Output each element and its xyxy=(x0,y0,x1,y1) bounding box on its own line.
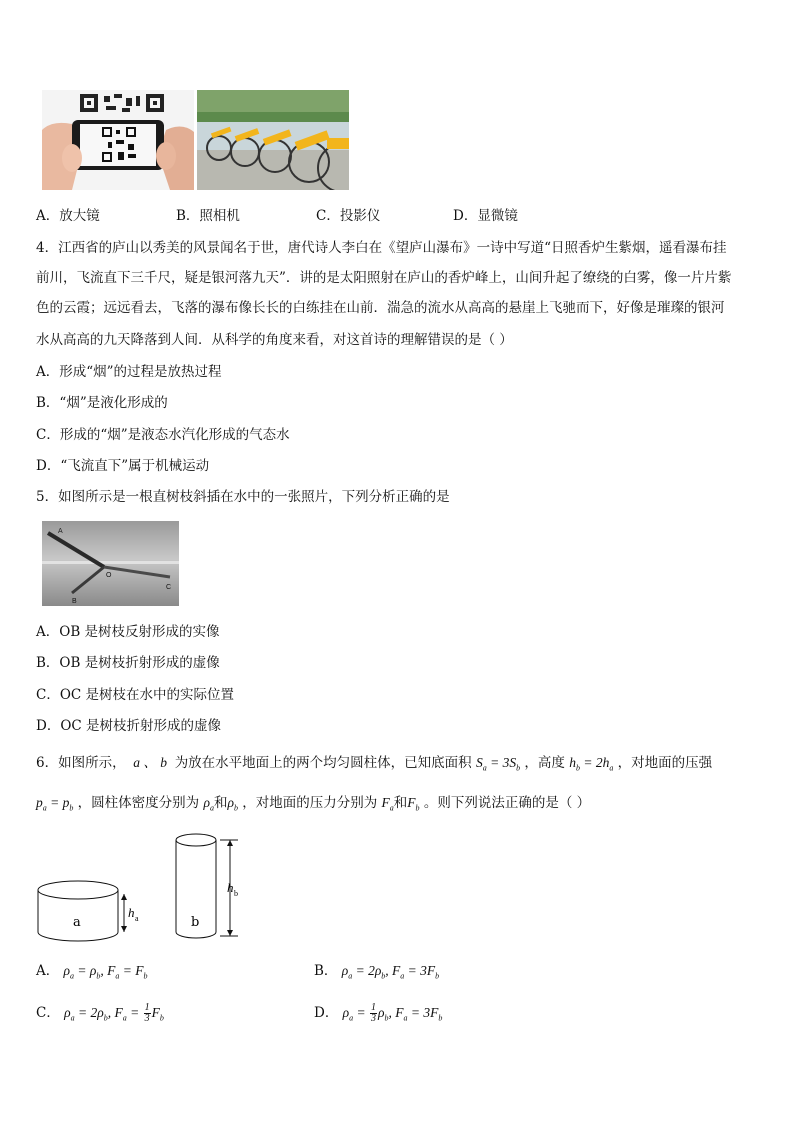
pressure-relation: $p_a = p_b$ xyxy=(36,795,74,813)
q4-stem-line-3: 色的云霞；远远看去，飞落的瀑布像长长的白练挂在山前．湍急的流水从高高的悬崖上飞驰而下，好像是璀璨的银河 xyxy=(36,300,725,316)
q4-stem-line-2: 前川，飞流直下三千尺，疑是银河落九天”．讲的是太阳照射在庐山的香炉峰上，山间升起了缭绕的白雾，像一片片紫 xyxy=(36,270,732,286)
q5-option-b: B．OB 是树枝折射形成的虚像 xyxy=(36,655,220,671)
q5-stem: 5．如图所示是一根直树枝斜插在水中的一张照片，下列分析正确的是 xyxy=(36,489,450,505)
q6-option-c: C． $\rho_a = 2\rho_b$, $F_a$ = $\frac{1}{3}$ $F_b$ xyxy=(36,1002,164,1025)
q6-option-a: A． $\rho_a = \rho_b$, $F_a = F_b$ xyxy=(36,963,148,981)
q5-option-a: A．OB 是树枝反射形成的实像 xyxy=(36,624,220,640)
q4-option-b: B．“烟”是液化形成的 xyxy=(36,395,168,411)
q6-option-b: B． $\rho_a = 2\rho_b$, $F_a = 3F_b$ xyxy=(314,963,440,981)
qr-scan-photo xyxy=(42,90,194,190)
q3-option-d: D．显微镜 xyxy=(453,208,518,224)
photo-label-o: O xyxy=(106,572,112,579)
q4-stem-line-1: 4．江西省的庐山以秀美的风景闻名于世，唐代诗人李白在《望庐山瀑布》一诗中写道“日照香炉生紫烟，遥看瀑布挂 xyxy=(36,240,727,256)
q4-option-a: A．形成“烟”的过程是放热过程 xyxy=(36,364,222,380)
q3-option-c: C．投影仪 xyxy=(316,208,381,224)
q5-option-d: D．OC 是树枝折射形成的虚像 xyxy=(36,718,222,734)
svg-text:b: b xyxy=(234,889,238,898)
q4-option-d: D．“飞流直下”属于机械运动 xyxy=(36,458,210,474)
svg-text:a: a xyxy=(135,914,139,923)
q6-option-d: D． $\rho_a$ = $\frac{1}{3}$ $\rho_b$, $F_a = 3F_b$ xyxy=(314,1002,443,1025)
q5-option-c: C．OC 是树枝在水中的实际位置 xyxy=(36,687,235,703)
height-relation: $h_b = 2h_a$ xyxy=(569,755,614,773)
photo-label-c: C xyxy=(166,584,172,591)
height-b-label: h xyxy=(227,880,234,895)
q4-stem-line-4: 水从高高的九天降落到人间．从科学的角度来看，对这首诗的理解错误的是（ ） xyxy=(36,332,513,348)
var-a-b: a 、 b xyxy=(129,755,171,770)
photo-label-b: B xyxy=(72,598,77,605)
area-relation: $S_a = 3S_b$ xyxy=(475,755,521,773)
photo-label-a: A xyxy=(58,528,63,535)
q6-stem-line-2: $p_a = p_b$ ，圆柱体密度分别为 $\rho_a$和$\rho_b$ ，对地面的压力分别为 $F_a$和$F_b$ 。则下列说法正确的是（ ） xyxy=(36,795,591,813)
cylinder-a-label: a xyxy=(73,915,81,930)
q4-option-c: C．形成的“烟”是液态水汽化形成的气态水 xyxy=(36,427,290,443)
cylinder-b-label: b xyxy=(191,915,200,930)
q3-option-a: A．放大镜 xyxy=(36,208,100,224)
branch-in-water-photo xyxy=(42,521,179,606)
height-a-label: h xyxy=(128,905,135,920)
q6-stem-line-1: 6．如图所示， a 、 b 为放在水平地面上的两个均匀圆柱体，已知底面积 $S_a = 3S_b$ ，高度 $h_b = 2h_a$ ，对地面的压强 xyxy=(36,755,713,773)
cylinders-figure xyxy=(34,828,244,944)
q3-option-b: B．照相机 xyxy=(176,208,240,224)
bicycles-photo xyxy=(197,90,349,190)
